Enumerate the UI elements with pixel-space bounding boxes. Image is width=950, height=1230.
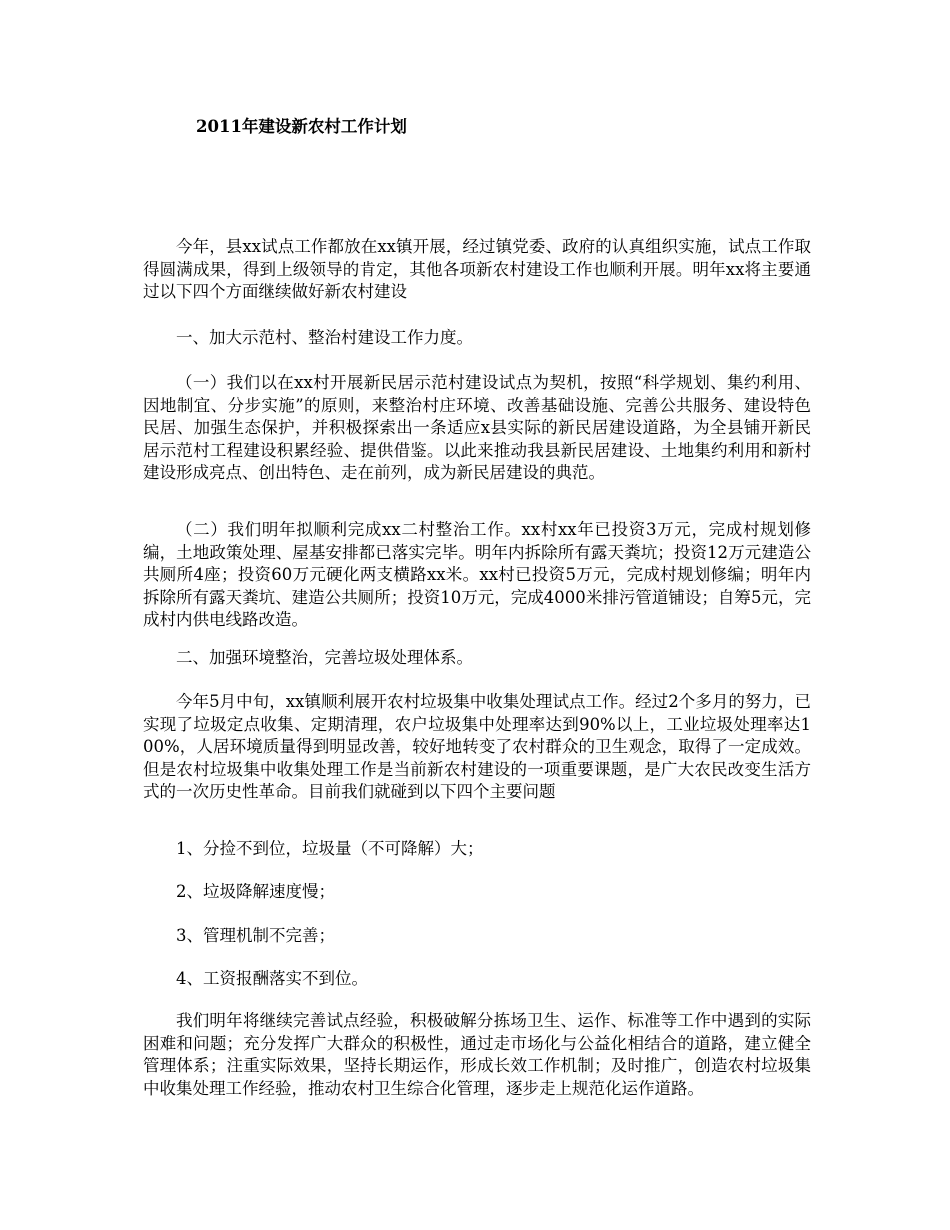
section-2-heading: 二、加强环境整治，完善垃圾处理体系。	[176, 648, 473, 667]
section-2-body-paragraph: 今年5月中旬，xx镇顺利展开农村垃圾集中收集处理试点工作。经过2个多月的努力，已实现了垃圾定点收集、定期清理，农户垃圾集中处理率达到90%以上，工业垃圾处理率达100%，人居环境质量得到明显改善，较好地转变了农村群众的卫生观念，取得了一定成效。但是农村垃圾集中收集处理工作是当前新农村建设的一项重要课题，是广大农民改变生活方式的一次历史性革命。目前我们就碰到以下四个主要问题	[143, 692, 811, 801]
section-1-item-1-paragraph: （一）我们以在xx村开展新民居示范村建设试点为契机，按照“科学规划、集约利用、因地制宜、分步实施”的原则，来整治村庄环境、改善基础设施、完善公共服务、建设特色民居、加强生态保护，并积极探索出一条适应x县实际的新民居建设道路，为全县铺开新民居示范村工程建设积累经验、提供借鉴。以此来推动我县新民居建设、土地集约利用和新村建设形成亮点、创出特色、走在前列，成为新民居建设的典范。	[143, 373, 811, 482]
intro-paragraph: 今年，县xx试点工作都放在xx镇开展，经过镇党委、政府的认真组织实施，试点工作取得圆满成果，得到上级领导的肯定，其他各项新农村建设工作也顺利开展。明年xx将主要通过以下四个方面继续做好新农村建设	[143, 237, 811, 301]
closing-paragraph: 我们明年将继续完善试点经验，积极破解分拣场卫生、运作、标准等工作中遇到的实际困难和问题；充分发挥广大群众的积极性，通过走市场化与公益化相结合的道路，建立健全管理体系；注重实际效果，坚持长期运作，形成长效工作机制；及时推广，创造农村垃圾集中收集处理工作经验，推动农村卫生综合化管理，逐步走上规范化运作道路。	[143, 1011, 811, 1098]
section-1-heading: 一、加大示范村、整治村建设工作力度。	[176, 328, 473, 347]
problem-item-4: 4、工资报酬落实不到位。	[176, 969, 368, 988]
problem-item-3: 3、管理机制不完善；	[176, 926, 335, 945]
problem-item-2: 2、垃圾降解速度慢；	[176, 882, 335, 901]
document-title: 2011年建设新农村工作计划	[196, 117, 407, 136]
problem-item-1: 1、分捡不到位，垃圾量（不可降解）大；	[176, 839, 484, 858]
section-1-item-2-paragraph: （二）我们明年拟顺利完成xx二村整治工作。xx村xx年已投资3万元，完成村规划修编，土地政策处理、屋基安排都已落实完毕。明年内拆除所有露天粪坑；投资12万元建造公共厕所4座；投资60万元硬化两支横路xx米。xx村已投资5万元，完成村规划修编；明年内拆除所有露天粪坑、建造公共厕所；投资10万元，完成4000米排污管道铺设；自筹5元，完成村内供电线路改造。	[143, 520, 811, 629]
